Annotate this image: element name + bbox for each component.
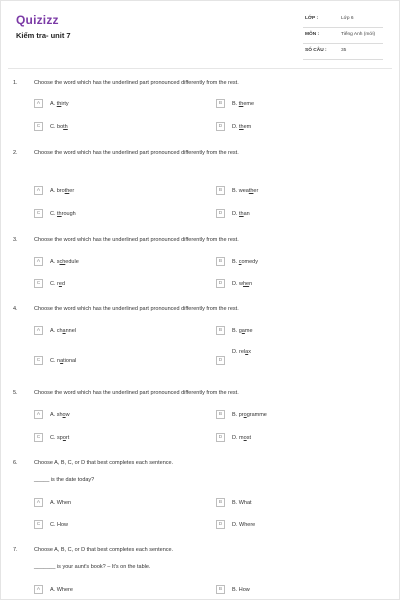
option-letter-box: B xyxy=(216,498,225,507)
option-text: B. What xyxy=(232,499,252,506)
option-text: D. Where xyxy=(232,521,256,528)
option-letter-box: D xyxy=(216,122,225,131)
option-letter-box: D xyxy=(216,356,225,365)
question-sentence: _______ is your aunt's book? – It's on the table. xyxy=(34,564,151,570)
option-text: A. When xyxy=(50,499,72,506)
option-text: B. theme xyxy=(232,100,255,107)
meta-row-subject xyxy=(303,28,383,44)
meta-value: Tiếng Anh (mới) xyxy=(341,32,376,37)
option-letter-box: D xyxy=(216,279,225,288)
option-letter-box: A xyxy=(34,585,43,594)
question-number: 4. xyxy=(13,306,18,312)
quiz-title: Kiểm tra- unit 7 xyxy=(16,31,71,40)
option-text: B. game xyxy=(232,327,253,334)
option-text: C. both xyxy=(50,123,68,130)
option-letter-box: A xyxy=(34,99,43,108)
option-text: A. brother xyxy=(50,187,75,194)
question-prompt: Choose the word which has the underlined part pronounced differently from the rest. xyxy=(34,390,239,396)
option-letter-box: B xyxy=(216,326,225,335)
option-letter-box: A xyxy=(34,257,43,266)
question-prompt: Choose the word which has the underlined part pronounced differently from the rest. xyxy=(34,237,239,243)
option-text: C. How xyxy=(50,521,69,528)
option-letter-box: B xyxy=(216,99,225,108)
question-number: 5. xyxy=(13,390,18,396)
question-prompt: Choose the word which has the underlined part pronounced differently from the rest. xyxy=(34,80,239,86)
meta-label: SỐ CÂU : xyxy=(305,48,327,53)
option-text: A. channel xyxy=(50,327,77,334)
option-text: C. national xyxy=(50,357,77,364)
meta-label: LỚP : xyxy=(305,16,319,21)
meta-row-class xyxy=(303,12,383,28)
question-sentence: _____ is the date today? xyxy=(34,477,95,483)
meta-value: Lớp 6 xyxy=(341,16,354,21)
option-text: A. show xyxy=(50,411,70,418)
option-letter-box: A xyxy=(34,326,43,335)
option-letter-box: B xyxy=(216,186,225,195)
header-divider xyxy=(8,68,392,69)
option-text: D. most xyxy=(232,434,251,441)
question-prompt: Choose A, B, C, or D that best completes each sentence. xyxy=(34,460,174,466)
option-letter-box: C xyxy=(34,122,43,131)
option-letter-box: A xyxy=(34,186,43,195)
option-text: A. Where xyxy=(50,586,73,593)
option-letter-box: A xyxy=(34,498,43,507)
question-number: 3. xyxy=(13,237,18,243)
question-number: 2. xyxy=(13,150,18,156)
question-prompt: Choose the word which has the underlined part pronounced differently from the rest. xyxy=(34,150,239,156)
question-number: 7. xyxy=(13,547,18,553)
option-letter-box: B xyxy=(216,585,225,594)
option-letter-box: C xyxy=(34,356,43,365)
option-text: C. sport xyxy=(50,434,70,441)
option-text: B. How xyxy=(232,586,250,593)
option-letter-box: C xyxy=(34,433,43,442)
option-text: B. weather xyxy=(232,187,259,194)
option-letter-box: C xyxy=(34,209,43,218)
option-letter-box: C xyxy=(34,279,43,288)
question-number: 6. xyxy=(13,460,18,466)
option-text: A. schedule xyxy=(50,258,79,265)
question-prompt: Choose A, B, C, or D that best completes each sentence. xyxy=(34,547,174,553)
option-letter-box: A xyxy=(34,410,43,419)
option-letter-box: B xyxy=(216,410,225,419)
option-text: D. relax xyxy=(232,349,251,355)
option-text: D. when xyxy=(232,280,253,287)
option-letter-box: D xyxy=(216,433,225,442)
quizizz-logo: Quizizz xyxy=(16,13,59,27)
meta-label: MÔN : xyxy=(305,32,320,37)
option-letter-box: B xyxy=(216,257,225,266)
question-prompt: Choose the word which has the underlined part pronounced differently from the rest. xyxy=(34,306,239,312)
worksheet-header xyxy=(0,0,400,70)
meta-row-count xyxy=(303,44,383,60)
option-text: B. programme xyxy=(232,411,267,418)
option-letter-box: D xyxy=(216,209,225,218)
question-number: 1. xyxy=(13,80,18,86)
option-text: C. through xyxy=(50,210,76,217)
meta-value: 35 xyxy=(341,48,347,53)
option-letter-box: C xyxy=(34,520,43,529)
option-text: B. comedy xyxy=(232,258,258,265)
option-text: D. than xyxy=(232,210,250,217)
option-text: A. thirty xyxy=(50,100,69,107)
option-text: D. them xyxy=(232,123,252,130)
option-text: C. red xyxy=(50,280,65,287)
option-letter-box: D xyxy=(216,520,225,529)
